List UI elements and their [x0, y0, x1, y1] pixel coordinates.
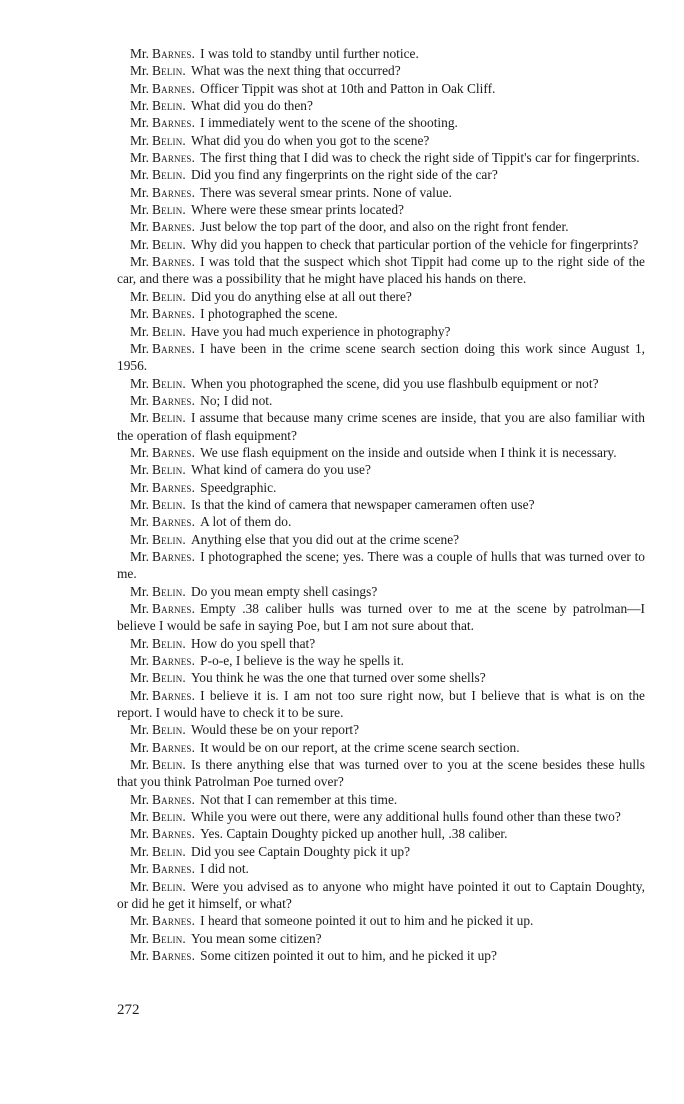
testimony-paragraph [117, 531, 645, 548]
speaker-title: Mr. [130, 410, 149, 426]
statement-text: I have been in the crime scene search section doing this work since August 1, 1956. [117, 340, 645, 374]
statement-text: I immediately went to the scene of the shooting. [200, 115, 458, 131]
speaker-title: Mr. [130, 601, 149, 616]
speaker-title: Mr. [130, 306, 149, 322]
speaker-name: Belin. [151, 670, 186, 686]
testimony-paragraph [117, 444, 645, 461]
speaker-title: Mr. [130, 375, 149, 391]
statement-text: Speedgraphic. [200, 479, 277, 495]
speaker-title: Mr. [130, 687, 149, 703]
speaker-title: Mr. [130, 219, 149, 235]
speaker-title: Mr. [130, 479, 149, 495]
statement-text: When you photographed the scene, did you use flashbulb equipment or not? [190, 375, 599, 391]
testimony-paragraph [117, 860, 645, 877]
speaker-title: Mr. [130, 80, 149, 96]
speaker-name: Belin. [151, 809, 186, 825]
speaker-name: Barnes. [151, 340, 196, 356]
testimony-paragraph [117, 548, 645, 583]
speaker-name: Belin. [151, 410, 186, 426]
testimony-paragraph [117, 496, 645, 513]
speaker-title: Mr. [130, 496, 149, 512]
statement-text: It would be on our report, at the crime scene search section. [200, 739, 520, 755]
speaker-name: Barnes. [151, 947, 196, 963]
speaker-name: Barnes. [151, 861, 196, 877]
statement-text: Empty .38 caliber hulls was turned over to me at the scene by patrolman—I believe I would be safe in saying Poe, but I am not sure about that. [117, 601, 645, 634]
speaker-name: Belin. [151, 236, 186, 252]
speaker-title: Mr. [130, 913, 149, 929]
speaker-title: Mr. [130, 809, 149, 825]
speaker-name: Belin. [151, 878, 186, 894]
testimony-paragraph [117, 669, 645, 686]
speaker-title: Mr. [130, 930, 149, 946]
testimony-paragraph [117, 114, 645, 131]
speaker-name: Barnes. [151, 913, 196, 929]
testimony-paragraph [117, 513, 645, 530]
statement-text: What did you do when you got to the scene? [190, 132, 430, 148]
speaker-name: Barnes. [151, 653, 196, 669]
speaker-title: Mr. [130, 670, 149, 686]
testimony-paragraph [117, 930, 645, 947]
testimony-paragraph [117, 825, 645, 842]
speaker-name: Belin. [151, 98, 186, 114]
testimony-paragraph [117, 132, 645, 149]
speaker-name: Barnes. [151, 254, 196, 270]
speaker-name: Belin. [151, 930, 186, 946]
testimony-paragraph [117, 409, 645, 444]
speaker-name: Barnes. [151, 150, 196, 166]
statement-text: There was several smear prints. None of value. [200, 184, 452, 200]
testimony-paragraph [117, 791, 645, 808]
testimony-paragraph [117, 62, 645, 79]
testimony-paragraph [117, 739, 645, 756]
speaker-title: Mr. [130, 236, 149, 252]
speaker-title: Mr. [130, 444, 149, 460]
speaker-name: Barnes. [151, 514, 196, 530]
statement-text: While you were out there, were any additional hulls found other than these two? [190, 809, 621, 825]
statement-text: A lot of them do. [200, 514, 292, 530]
speaker-title: Mr. [130, 826, 149, 842]
transcript-body [117, 45, 645, 964]
speaker-name: Belin. [151, 167, 186, 183]
testimony-paragraph [117, 912, 645, 929]
testimony-paragraph [117, 149, 645, 166]
testimony-paragraph [117, 288, 645, 305]
speaker-title: Mr. [130, 254, 149, 270]
statement-text: Have you had much experience in photography? [190, 323, 451, 339]
statement-text: Did you find any fingerprints on the right side of the car? [190, 167, 498, 183]
testimony-paragraph [117, 392, 645, 409]
statement-text: Yes. Captain Doughty picked up another hull, .38 caliber. [200, 826, 508, 842]
speaker-title: Mr. [130, 861, 149, 877]
speaker-title: Mr. [130, 791, 149, 807]
speaker-name: Belin. [151, 757, 186, 773]
speaker-title: Mr. [130, 150, 149, 166]
testimony-paragraph [117, 236, 645, 253]
speaker-name: Belin. [151, 63, 186, 79]
statement-text: I believe it is. I am not too sure right now, but I believe that is what is on the report. I would have to check it to be sure. [117, 687, 645, 721]
speaker-title: Mr. [130, 98, 149, 114]
speaker-title: Mr. [130, 132, 149, 148]
speaker-name: Barnes. [151, 306, 196, 322]
statement-text: Would these be on your report? [190, 722, 360, 738]
testimony-paragraph [117, 461, 645, 478]
testimony-paragraph [117, 583, 645, 600]
statement-text: Is there anything else that was turned over to you at the scene besides these hulls that you think Patrolman Poe turned over? [117, 757, 645, 790]
speaker-name: Barnes. [151, 548, 196, 564]
speaker-name: Barnes. [151, 115, 196, 131]
testimony-paragraph [117, 340, 645, 375]
speaker-title: Mr. [130, 583, 149, 599]
speaker-title: Mr. [130, 115, 149, 131]
testimony-paragraph [117, 375, 645, 392]
statement-text: Did you do anything else at all out there? [190, 288, 412, 304]
testimony-paragraph [117, 253, 645, 288]
speaker-name: Barnes. [151, 219, 196, 235]
statement-text: I was told to standby until further notice. [200, 46, 419, 61]
speaker-name: Belin. [151, 462, 186, 478]
testimony-paragraph [117, 878, 645, 913]
testimony-paragraph [117, 305, 645, 322]
testimony-paragraph [117, 721, 645, 738]
testimony-paragraph [117, 756, 645, 791]
testimony-paragraph [117, 652, 645, 669]
statement-text: Not that I can remember at this time. [200, 791, 398, 807]
testimony-paragraph [117, 166, 645, 183]
statement-text: Some citizen pointed it out to him, and he picked it up? [200, 947, 497, 963]
statement-text: Why did you happen to check that particular portion of the vehicle for fingerprints? [190, 236, 639, 252]
speaker-title: Mr. [130, 202, 149, 218]
statement-text: No; I did not. [200, 392, 273, 408]
statement-text: Officer Tippit was shot at 10th and Patton in Oak Cliff. [200, 80, 496, 96]
statement-text: Anything else that you did out at the crime scene? [190, 531, 460, 547]
testimony-paragraph [117, 218, 645, 235]
speaker-name: Barnes. [151, 46, 196, 61]
speaker-name: Barnes. [151, 791, 196, 807]
speaker-name: Barnes. [151, 826, 196, 842]
statement-text: What did you do then? [190, 98, 313, 114]
speaker-name: Barnes. [151, 601, 196, 616]
speaker-name: Barnes. [151, 444, 196, 460]
testimony-paragraph [117, 635, 645, 652]
testimony-paragraph [117, 843, 645, 860]
speaker-title: Mr. [130, 531, 149, 547]
testimony-paragraph [117, 947, 645, 964]
statement-text: Where were these smear prints located? [190, 202, 404, 218]
statement-text: Just below the top part of the door, and also on the right front fender. [200, 219, 569, 235]
speaker-title: Mr. [130, 739, 149, 755]
statement-text: Were you advised as to anyone who might have pointed it out to Captain Doughty, or did he get it himself, or what? [117, 878, 645, 911]
statement-text: You think he was the one that turned over some shells? [190, 670, 486, 686]
speaker-title: Mr. [130, 46, 149, 61]
speaker-name: Belin. [151, 843, 186, 859]
speaker-title: Mr. [130, 323, 149, 339]
speaker-name: Belin. [151, 375, 186, 391]
statement-text: What kind of camera do you use? [190, 462, 371, 478]
speaker-title: Mr. [130, 514, 149, 530]
statement-text: I was told that the suspect which shot Tippit had come up to the right side of the car, and there was a possibility that he might have placed his hands on there. [117, 254, 645, 287]
testimony-paragraph [117, 45, 645, 62]
speaker-title: Mr. [130, 843, 149, 859]
speaker-title: Mr. [130, 548, 149, 564]
testimony-paragraph [117, 687, 645, 722]
speaker-name: Belin. [151, 635, 186, 651]
statement-text: We use flash equipment on the inside and outside when I think it is necessary. [200, 444, 617, 460]
speaker-title: Mr. [130, 878, 149, 894]
testimony-paragraph [117, 323, 645, 340]
testimony-paragraph [117, 201, 645, 218]
speaker-name: Belin. [151, 132, 186, 148]
speaker-title: Mr. [130, 635, 149, 651]
testimony-paragraph [117, 184, 645, 201]
speaker-title: Mr. [130, 653, 149, 669]
statement-text: P-o-e, I believe is the way he spells it. [200, 653, 404, 669]
speaker-name: Barnes. [151, 80, 196, 96]
statement-text: The first thing that I did was to check the right side of Tippit's car for fingerprints. [200, 150, 640, 166]
statement-text: I heard that someone pointed it out to him and he picked it up. [200, 913, 534, 929]
speaker-title: Mr. [130, 167, 149, 183]
speaker-title: Mr. [130, 462, 149, 478]
speaker-name: Belin. [151, 583, 186, 599]
speaker-name: Belin. [151, 288, 186, 304]
statement-text: Did you see Captain Doughty pick it up? [190, 843, 411, 859]
speaker-name: Barnes. [151, 479, 196, 495]
speaker-title: Mr. [130, 392, 149, 408]
speaker-name: Belin. [151, 722, 186, 738]
statement-text: Do you mean empty shell casings? [190, 583, 378, 599]
speaker-name: Barnes. [151, 687, 196, 703]
page-number: 272 [117, 1002, 140, 1018]
statement-text: I did not. [200, 861, 249, 877]
speaker-title: Mr. [130, 722, 149, 738]
testimony-paragraph [117, 80, 645, 97]
speaker-name: Barnes. [151, 739, 196, 755]
speaker-title: Mr. [130, 184, 149, 200]
speaker-title: Mr. [130, 340, 149, 356]
statement-text: What was the next thing that occurred? [190, 63, 401, 79]
statement-text: I assume that because many crime scenes are inside, that you are also familiar with the operation of flash equipment? [117, 410, 645, 443]
statement-text: I photographed the scene. [200, 306, 338, 322]
speaker-title: Mr. [130, 947, 149, 963]
speaker-title: Mr. [130, 757, 149, 773]
speaker-title: Mr. [130, 288, 149, 304]
testimony-paragraph [117, 808, 645, 825]
speaker-name: Belin. [151, 496, 186, 512]
statement-text: I photographed the scene; yes. There was a couple of hulls that was turned over to me. [117, 548, 645, 582]
speaker-name: Barnes. [151, 392, 196, 408]
speaker-title: Mr. [130, 63, 149, 79]
speaker-name: Belin. [151, 323, 186, 339]
statement-text: You mean some citizen? [190, 930, 322, 946]
testimony-paragraph [117, 600, 645, 635]
speaker-name: Belin. [151, 531, 186, 547]
speaker-name: Barnes. [151, 184, 196, 200]
statement-text: How do you spell that? [190, 635, 316, 651]
speaker-name: Belin. [151, 202, 186, 218]
statement-text: Is that the kind of camera that newspaper cameramen often use? [190, 496, 535, 512]
testimony-paragraph [117, 479, 645, 496]
testimony-paragraph [117, 97, 645, 114]
